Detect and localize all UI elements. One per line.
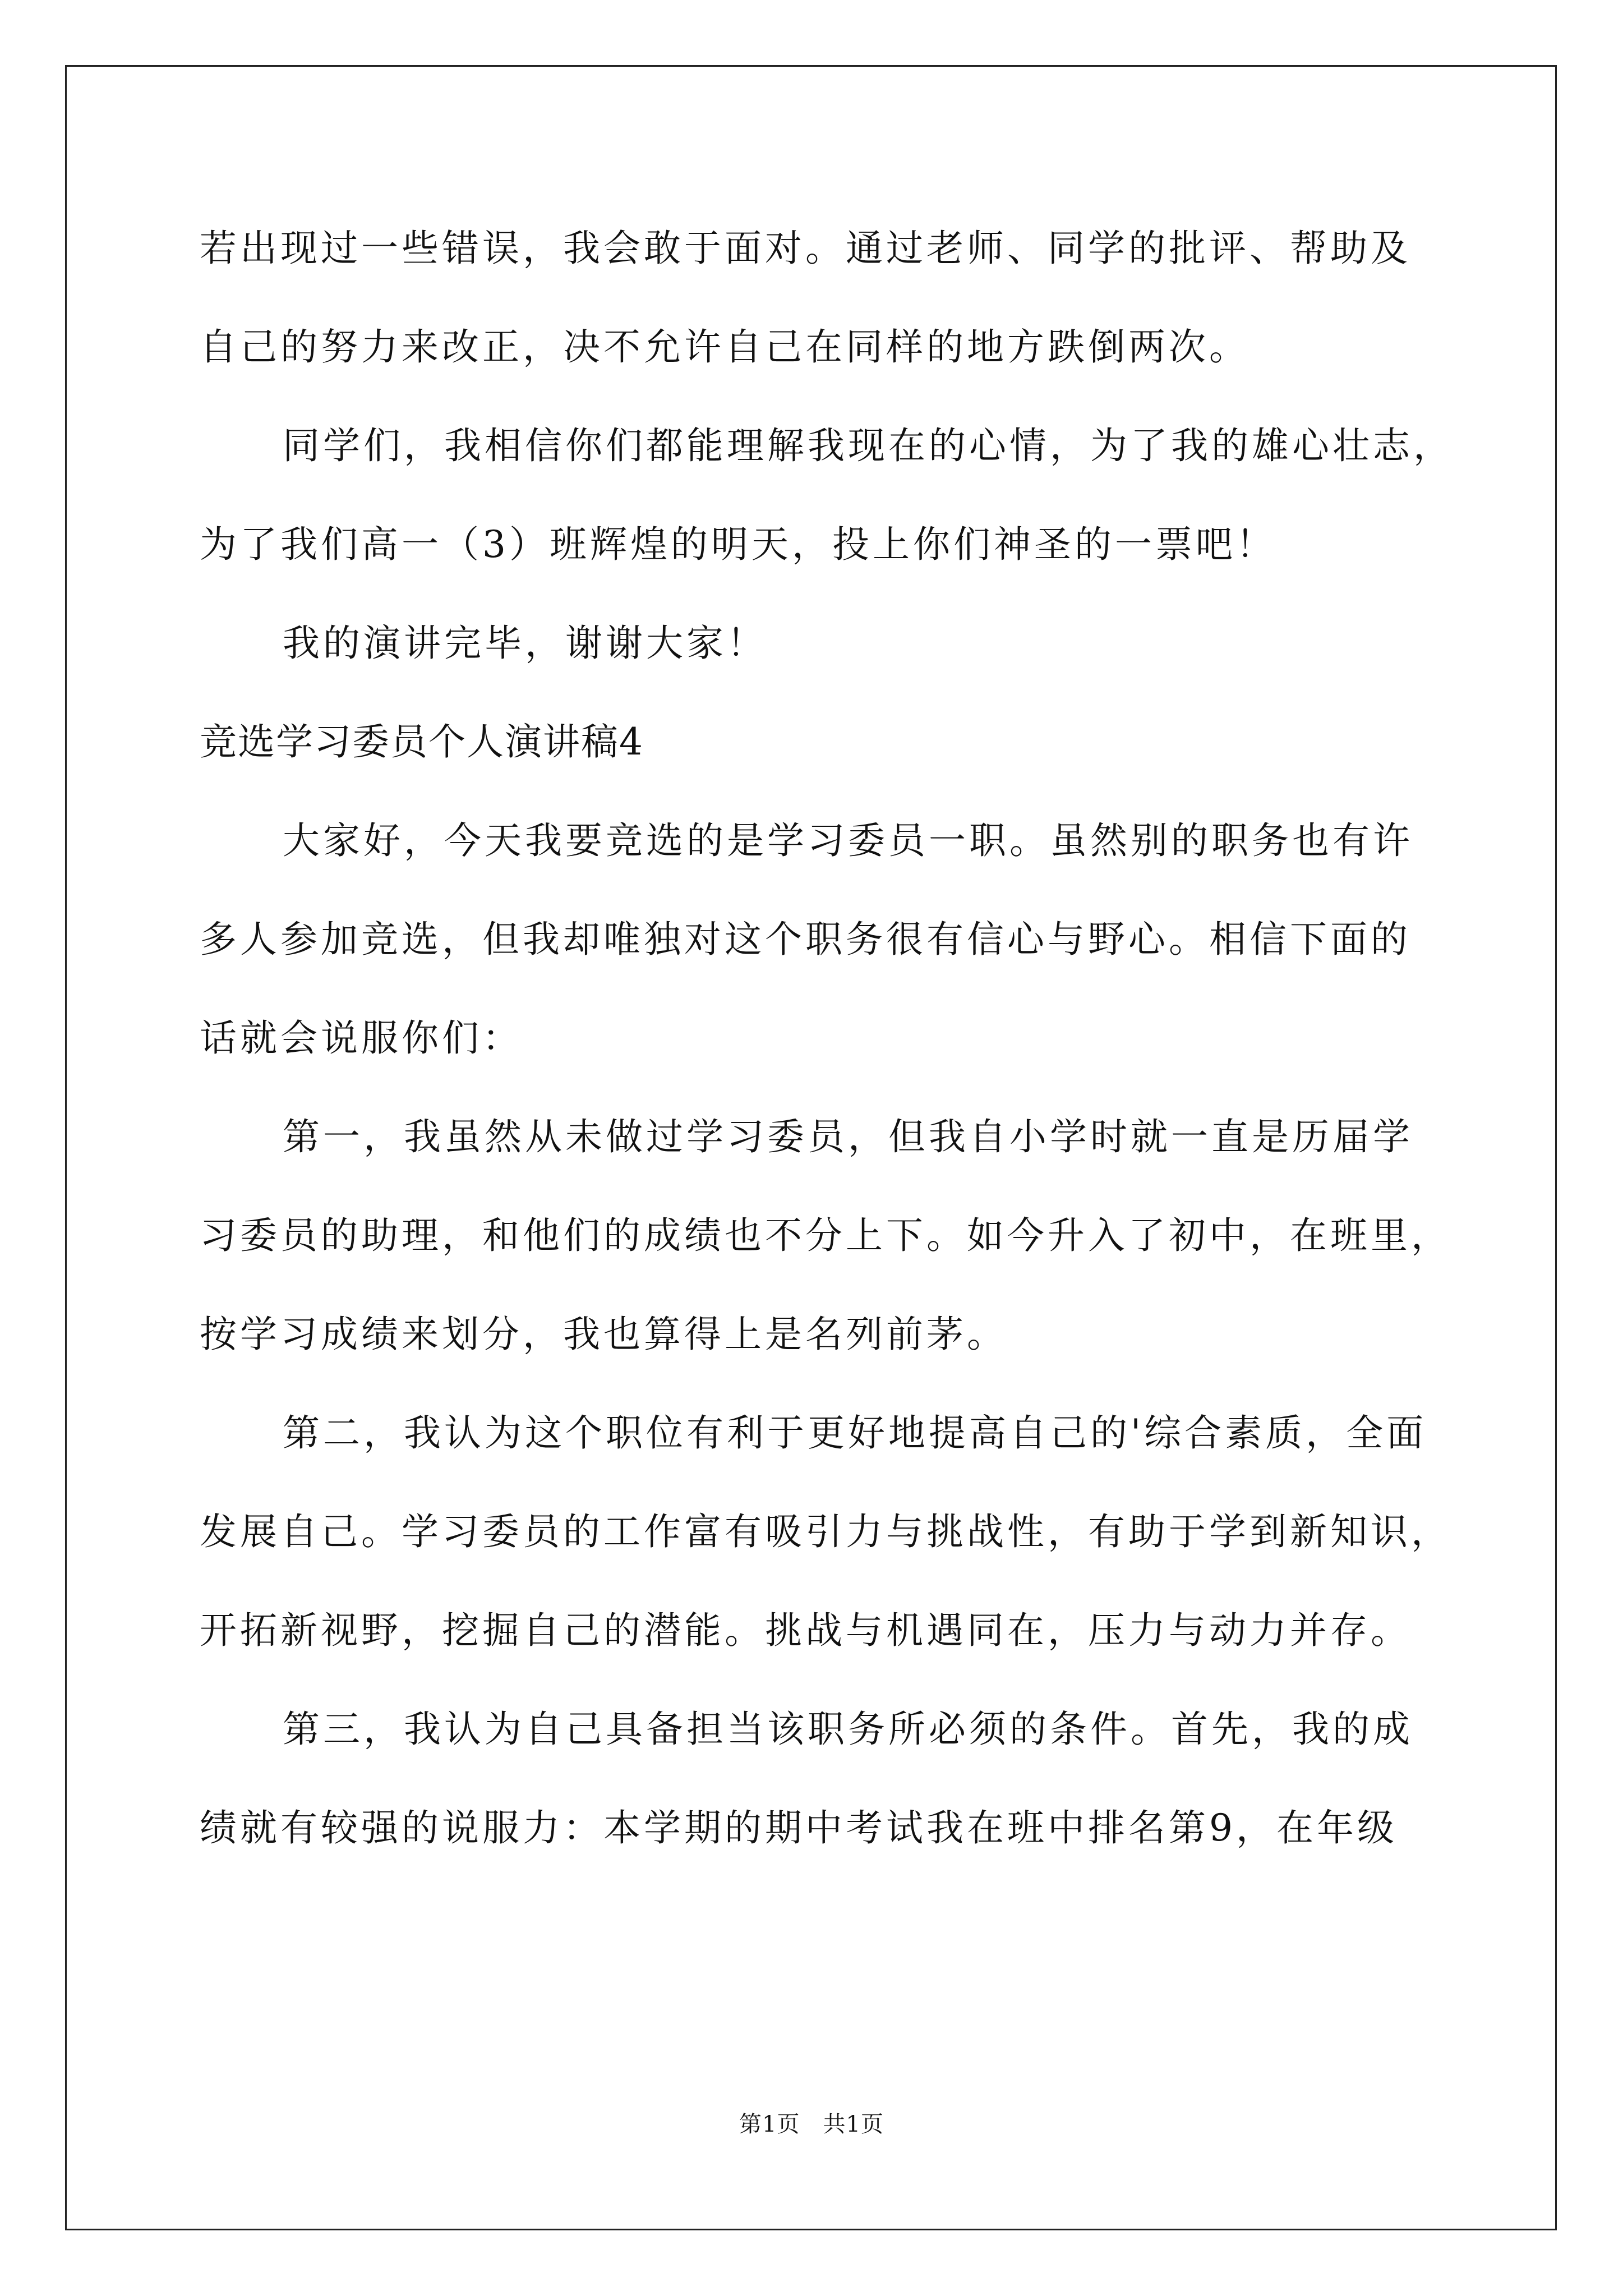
text-line: 若出现过一些错误，我会敢于面对。通过老师、同学的批评、帮助及 <box>200 227 1411 270</box>
text-line: 按学习成绩来划分，我也算得上是名列前茅。 <box>200 1313 1007 1356</box>
text-line: 同学们，我相信你们都能理解我现在的心情，为了我的雄心壮志， <box>283 424 1454 467</box>
page-number-footer: 第1页 共1页 <box>739 2111 884 2137</box>
text-line: 为了我们高一（3）班辉煌的明天，投上你们神圣的一票吧！ <box>200 523 1276 566</box>
text-line: 第二，我认为这个职位有利于更好地提高自己的'综合素质，全面 <box>283 1411 1427 1455</box>
text-line: 发展自己。学习委员的工作富有吸引力与挑战性，有助于学到新知识， <box>200 1510 1451 1553</box>
text-line: 习委员的助理，和他们的成绩也不分上下。如今升入了初中，在班里， <box>200 1214 1451 1257</box>
text-line: 第三，我认为自己具备担当该职务所必须的条件。首先，我的成 <box>283 1708 1413 1751</box>
text-line: 多人参加竞选，但我却唯独对这个职务很有信心与野心。相信下面的 <box>200 918 1411 961</box>
text-line: 大家好，今天我要竞选的是学习委员一职。虽然别的职务也有许 <box>283 819 1413 862</box>
section-heading: 竞选学习委员个人演讲稿4 <box>200 720 644 763</box>
text-line: 开拓新视野，挖掘自己的潜能。挑战与机遇同在，压力与动力并存。 <box>200 1609 1411 1652</box>
text-line: 自己的努力来改正，决不允许自己在同样的地方跌倒两次。 <box>200 325 1249 369</box>
text-line: 我的演讲完毕，谢谢大家！ <box>283 622 767 665</box>
text-line: 绩就有较强的说服力：本学期的期中考试我在班中排名第9，在年级 <box>200 1806 1398 1849</box>
text-line: 话就会说服你们： <box>200 1016 523 1060</box>
text-line: 第一，我虽然从未做过学习委员，但我自小学时就一直是历届学 <box>283 1115 1413 1158</box>
